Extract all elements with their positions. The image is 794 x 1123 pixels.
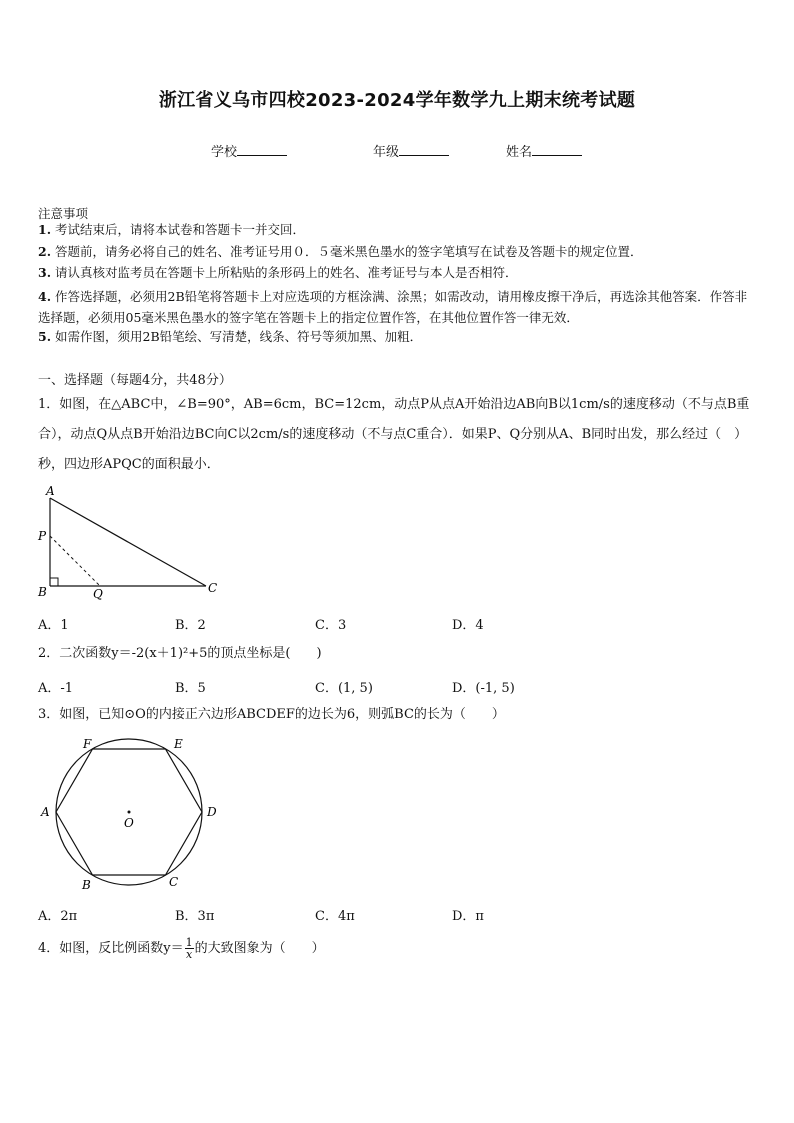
label-b: B [38,585,47,599]
notice-item-text: 如需作图，须用2B铅笔绘、写清楚，线条、符号等须加黑、加粗． [51,329,423,344]
fraction-one-over-x [185,937,194,960]
notice-item-number: 4. [38,289,52,304]
triangle-figure [30,480,230,605]
grade-blank [399,143,449,156]
notice-item-3 [38,265,758,281]
label-a: A [46,484,55,498]
notice-item-text: 答题前，请务必将自己的姓名、准考证号用０．５毫米黑色墨水的签字笔填写在试卷及答题卡的规定位置． [51,244,643,259]
notice-item-number: 2. [38,244,52,259]
fraction-denominator: x [186,948,193,961]
option-b: B．2 [175,618,206,633]
label-c: C [208,581,218,595]
grade-field [373,141,449,160]
exam-title: 浙江省义乌市四校2023-2024学年数学九上期末统考试题 [158,90,636,111]
notice-item-text: 请认真核对监考员在答题卡上所粘贴的条形码上的姓名、准考证号与本人是否相符． [51,265,518,280]
option-c: C．4π [315,909,355,924]
label-b: B [82,878,91,892]
label-o: O [124,816,134,830]
option-d: D．π [452,909,484,924]
side-ac [50,498,206,586]
fraction-numerator: 1 [185,936,193,949]
option-a: A．1 [38,618,69,633]
question-3-text: 3．如图，已知⊙O的内接正六边形ABCDEF的边长为6，则弧BC的长为（ ） [38,707,505,722]
question-2-text: 2．二次函数y＝-2(x＋1)²+5的顶点坐标是( ) [38,646,322,661]
option-d: D．4 [452,618,484,633]
name-label: 姓名 [506,145,533,160]
notice-item-number: 3. [38,265,52,280]
school-blank [237,143,287,156]
notice-item-4 [38,286,758,328]
option-b: B．5 [175,681,206,696]
option-c: C．(1, 5) [315,681,373,696]
right-angle-mark [50,578,58,586]
option-c: C．3 [315,618,347,633]
notice-item-number: 5. [38,329,52,344]
label-p: P [38,529,47,543]
section-heading: 一、选择题（每题4分，共48分） [38,373,232,388]
label-c: C [169,875,179,889]
notice-item-2 [38,244,758,260]
option-a: A．2π [38,909,78,924]
option-d: D．(-1, 5) [452,681,515,696]
option-a: A．-1 [38,681,74,696]
hexagon-circle-figure [36,734,226,894]
school-label: 学校 [211,145,238,160]
name-blank [532,143,582,156]
notice-item-1 [38,222,758,238]
notice-item-5 [38,329,758,345]
question-4-text [38,934,758,964]
name-field [506,141,582,160]
question-4-prefix: 4．如图，反比例函数y＝ [38,941,184,956]
label-a: A [41,805,50,819]
label-e: E [174,737,183,751]
question-4-suffix: 的大致图象为（ ） [194,941,325,956]
school-field [211,141,287,160]
label-q: Q [93,587,103,601]
label-f: F [83,737,92,751]
center-dot [128,811,131,814]
grade-label: 年级 [373,145,400,160]
notice-item-number: 1. [38,222,52,237]
notice-item-text: 作答选择题，必须用2B铅笔将答题卡上对应选项的方框涂满、涂黑；如需改动，请用橡皮擦干净后，再选涂其他答案．作答非选择题，必须用05毫米黑色墨水的签字笔在答题卡上的指定位置作答，在其他位置作答一律无效． [38,289,748,325]
label-d: D [207,805,217,819]
notice-item-text: 考试结束后，请将本试卷和答题卡一并交回． [51,222,306,237]
notice-heading: 注意事项 [38,206,89,221]
option-b: B．3π [175,909,215,924]
question-1-text: 1．如图，在△ABC中，∠B=90°，AB=6cm，BC=12cm，动点P从点A开始沿边AB向B以1cm/s的速度移动（不与点B重合），动点Q从点B开始沿边BC向C以2cm/s的速度移动（不与点C重合）．如果P、Q分别从A、B同时出发，那么经过（ ）秒，四边形APQC的面积最小． [38,397,750,472]
